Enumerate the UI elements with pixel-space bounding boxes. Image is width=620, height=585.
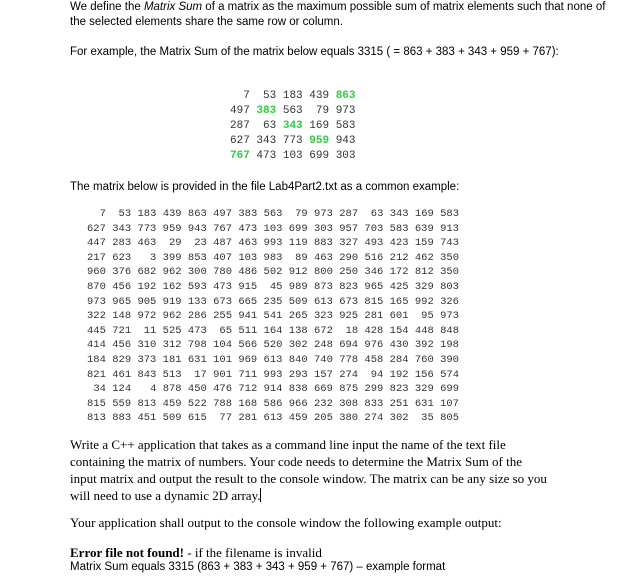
big-matrix-cell: 447 xyxy=(87,237,106,250)
big-matrix-cell: 265 xyxy=(288,310,308,323)
big-matrix-cell: 788 xyxy=(213,397,232,410)
big-matrix-cell: 34 xyxy=(93,383,106,396)
big-matrix-cell: 329 xyxy=(414,280,434,293)
big-matrix-row xyxy=(87,265,459,280)
big-matrix-cell: 694 xyxy=(339,339,359,352)
small-matrix xyxy=(230,89,356,164)
small-matrix-row xyxy=(230,89,356,104)
big-matrix-cell: 559 xyxy=(112,397,132,410)
big-matrix-cell: 423 xyxy=(389,237,409,250)
big-matrix-cell: 183 xyxy=(137,208,157,220)
big-matrix-cell: 883 xyxy=(314,237,333,250)
big-matrix-cell: 138 xyxy=(288,324,308,337)
big-matrix-cell: 905 xyxy=(137,295,157,308)
big-matrix-cell: 613 xyxy=(263,412,283,425)
big-matrix-cell: 343 xyxy=(112,222,132,235)
big-matrix-cell: 79 xyxy=(295,208,308,220)
big-matrix-cell: 957 xyxy=(339,222,359,235)
big-matrix-cell: 156 xyxy=(414,368,434,381)
big-matrix-cell: 623 xyxy=(112,251,132,264)
big-matrix-cell: 181 xyxy=(162,353,182,366)
big-matrix-cell: 631 xyxy=(414,397,434,410)
big-matrix-cell: 870 xyxy=(87,280,106,293)
big-matrix-cell: 511 xyxy=(238,324,258,337)
big-matrix-cell: 962 xyxy=(162,266,182,279)
big-matrix-cell: 53 xyxy=(118,208,132,220)
big-matrix-cell: 281 xyxy=(364,310,384,323)
big-matrix-cell: 300 xyxy=(187,266,207,279)
big-matrix-cell: 322 xyxy=(87,310,106,323)
big-matrix-cell: 35 xyxy=(421,412,434,425)
big-matrix-cell: 217 xyxy=(87,251,106,264)
big-matrix-cell: 380 xyxy=(339,412,359,425)
big-matrix-cell: 172 xyxy=(389,266,409,279)
big-matrix-cell: 299 xyxy=(364,383,384,396)
big-matrix-cell: 919 xyxy=(162,295,182,308)
big-matrix-row xyxy=(87,382,459,397)
big-matrix-cell: 615 xyxy=(187,412,207,425)
big-matrix-cell: 778 xyxy=(339,353,359,366)
big-matrix-cell: 873 xyxy=(313,280,333,293)
big-matrix-cell: 101 xyxy=(213,353,232,366)
big-matrix-cell: 390 xyxy=(440,353,459,366)
big-matrix-cell: 541 xyxy=(263,310,283,323)
big-matrix-cell: 392 xyxy=(414,339,434,352)
big-matrix-cell: 878 xyxy=(162,383,182,396)
big-matrix-cell: 287 xyxy=(339,208,359,220)
big-matrix-cell: 767 xyxy=(213,222,232,235)
intro-paragraph xyxy=(70,0,610,30)
big-matrix-cell: 459 xyxy=(162,397,182,410)
big-matrix-cell: 463 xyxy=(137,237,157,250)
big-matrix-cell: 350 xyxy=(440,266,459,279)
big-matrix-cell: 407 xyxy=(213,251,233,264)
big-matrix-cell: 346 xyxy=(364,266,384,279)
big-matrix-cell: 840 xyxy=(288,353,308,366)
big-matrix-cell: 914 xyxy=(263,383,283,396)
small-matrix-cell: 303 xyxy=(335,150,356,162)
big-matrix-cell: 184 xyxy=(87,353,106,366)
big-matrix-cell: 303 xyxy=(313,222,333,235)
big-matrix-cell: 232 xyxy=(313,397,333,410)
big-matrix-cell: 250 xyxy=(339,266,359,279)
big-matrix-row xyxy=(87,411,459,426)
big-matrix-cell: 943 xyxy=(187,222,207,235)
result-line: Matrix Sum equals 3315 (863 + 383 + 343 + 959 + 767) – example format xyxy=(70,561,446,573)
big-matrix-cell: 329 xyxy=(414,383,434,396)
big-matrix-cell: 993 xyxy=(263,368,283,381)
big-matrix-cell: 803 xyxy=(440,280,459,293)
big-matrix-row xyxy=(87,338,459,353)
big-matrix-cell: 290 xyxy=(339,251,359,264)
big-matrix-cell: 989 xyxy=(288,280,308,293)
big-matrix-cell: 162 xyxy=(162,280,182,293)
big-matrix-cell: 448 xyxy=(414,324,434,337)
output-paragraph: Your application shall output to the console window the following example output: xyxy=(70,515,502,530)
big-matrix-cell: 302 xyxy=(389,412,409,425)
big-matrix-cell: 327 xyxy=(339,237,359,250)
small-matrix-cell: 563 xyxy=(282,105,303,117)
small-matrix-cell: 103 xyxy=(282,150,303,162)
big-matrix-cell: 711 xyxy=(238,368,258,381)
big-matrix-cell: 815 xyxy=(364,295,384,308)
big-matrix-cell: 326 xyxy=(440,295,459,308)
small-matrix-cell: 63 xyxy=(263,120,277,132)
big-matrix-cell: 669 xyxy=(314,383,333,396)
big-matrix-cell: 476 xyxy=(213,383,233,396)
big-matrix-cell: 168 xyxy=(238,397,258,410)
big-matrix-cell: 29 xyxy=(168,237,182,250)
small-matrix-cell: 943 xyxy=(335,135,356,147)
big-matrix-cell: 95 xyxy=(421,310,434,323)
big-matrix-cell: 192 xyxy=(389,368,409,381)
provided-paragraph: The matrix below is provided in the file Lab4Part2.txt as a common example: xyxy=(70,181,460,193)
big-matrix-cell: 593 xyxy=(187,280,207,293)
big-matrix-cell: 11 xyxy=(143,324,157,337)
big-matrix-cell: 823 xyxy=(389,383,409,396)
big-matrix-cell: 780 xyxy=(213,266,232,279)
big-matrix-cell: 509 xyxy=(288,295,308,308)
text-cursor xyxy=(260,488,261,502)
big-matrix-cell: 941 xyxy=(238,310,258,323)
big-matrix-cell: 823 xyxy=(339,280,359,293)
big-matrix-cell: 613 xyxy=(313,295,333,308)
big-matrix-cell: 274 xyxy=(339,368,359,381)
big-matrix-cell: 350 xyxy=(440,251,459,264)
big-matrix-cell: 451 xyxy=(137,412,157,425)
big-matrix-cell: 425 xyxy=(389,280,409,293)
big-matrix-cell: 848 xyxy=(440,324,460,337)
big-matrix-cell: 740 xyxy=(313,353,333,366)
intro-term: Matrix Sum xyxy=(143,1,203,13)
big-matrix-row xyxy=(87,236,459,251)
big-matrix-row xyxy=(87,368,459,383)
big-matrix-cell: 901 xyxy=(213,368,233,381)
big-matrix-cell: 915 xyxy=(238,280,258,293)
big-matrix xyxy=(87,207,459,426)
big-matrix-cell: 89 xyxy=(295,251,308,264)
big-matrix-cell: 45 xyxy=(269,280,283,293)
big-matrix-cell: 461 xyxy=(112,368,132,381)
big-matrix-cell: 798 xyxy=(187,339,207,352)
big-matrix-cell: 522 xyxy=(187,397,207,410)
small-matrix-cell: 169 xyxy=(309,120,330,132)
big-matrix-cell: 912 xyxy=(288,266,308,279)
small-matrix-cell: 959 xyxy=(309,135,330,147)
big-matrix-cell: 721 xyxy=(112,324,132,337)
big-matrix-cell: 966 xyxy=(288,397,308,410)
big-matrix-cell: 863 xyxy=(187,208,207,220)
error-message: Error file not found! xyxy=(70,545,184,560)
big-matrix-cell: 323 xyxy=(313,310,333,323)
big-matrix-cell: 815 xyxy=(87,397,106,410)
big-matrix-cell: 373 xyxy=(137,353,157,366)
big-matrix-cell: 103 xyxy=(263,222,283,235)
big-matrix-cell: 7 xyxy=(99,208,106,220)
big-matrix-cell: 682 xyxy=(137,266,157,279)
small-matrix-cell: 53 xyxy=(263,90,277,102)
big-matrix-cell: 23 xyxy=(194,237,207,250)
big-matrix-cell: 302 xyxy=(288,339,308,352)
big-matrix-cell: 164 xyxy=(263,324,283,337)
big-matrix-cell: 583 xyxy=(389,222,409,235)
small-matrix-cell: 973 xyxy=(335,105,356,117)
big-matrix-cell: 813 xyxy=(87,412,106,425)
big-matrix-cell: 712 xyxy=(238,383,258,396)
big-matrix-cell: 743 xyxy=(440,237,459,250)
big-matrix-cell: 639 xyxy=(414,222,434,235)
big-matrix-cell: 94 xyxy=(370,368,384,381)
big-matrix-row xyxy=(87,222,459,237)
big-matrix-cell: 509 xyxy=(162,412,182,425)
big-matrix-cell: 4 xyxy=(150,383,157,396)
big-matrix-cell: 699 xyxy=(440,383,459,396)
big-matrix-row xyxy=(87,309,459,324)
big-matrix-cell: 812 xyxy=(414,266,434,279)
big-matrix-cell: 165 xyxy=(389,295,409,308)
big-matrix-cell: 458 xyxy=(364,353,384,366)
big-matrix-cell: 853 xyxy=(187,251,207,264)
big-matrix-cell: 627 xyxy=(87,222,106,235)
big-matrix-cell: 343 xyxy=(389,208,409,220)
big-matrix-cell: 983 xyxy=(263,251,283,264)
big-matrix-cell: 107 xyxy=(440,397,459,410)
big-matrix-cell: 487 xyxy=(213,237,233,250)
big-matrix-row xyxy=(87,295,459,310)
big-matrix-cell: 154 xyxy=(389,324,409,337)
big-matrix-cell: 976 xyxy=(364,339,384,352)
big-matrix-cell: 104 xyxy=(213,339,232,352)
small-matrix-cell: 343 xyxy=(256,135,277,147)
big-matrix-cell: 497 xyxy=(213,208,233,220)
big-matrix-row xyxy=(87,280,459,295)
big-matrix-cell: 463 xyxy=(238,237,258,250)
big-matrix-cell: 284 xyxy=(389,353,409,366)
small-matrix-cell: 699 xyxy=(309,150,330,162)
big-matrix-row xyxy=(87,207,459,222)
big-matrix-cell: 77 xyxy=(219,412,233,425)
small-matrix-cell: 383 xyxy=(256,105,277,117)
big-matrix-cell: 613 xyxy=(263,353,283,366)
big-matrix-cell: 520 xyxy=(263,339,283,352)
big-matrix-cell: 17 xyxy=(194,368,207,381)
big-matrix-cell: 973 xyxy=(314,208,333,220)
big-matrix-cell: 965 xyxy=(112,295,132,308)
error-line xyxy=(70,544,322,561)
big-matrix-cell: 439 xyxy=(162,208,182,220)
small-matrix-cell: 7 xyxy=(243,90,250,102)
big-matrix-cell: 414 xyxy=(87,339,106,352)
big-matrix-cell: 969 xyxy=(238,353,258,366)
big-matrix-cell: 376 xyxy=(112,266,132,279)
big-matrix-cell: 310 xyxy=(137,339,157,352)
big-matrix-cell: 973 xyxy=(87,295,106,308)
big-matrix-cell: 502 xyxy=(263,266,283,279)
big-matrix-cell: 3 xyxy=(150,251,157,264)
big-matrix-cell: 251 xyxy=(389,397,409,410)
small-matrix-row xyxy=(230,149,356,164)
big-matrix-cell: 586 xyxy=(263,397,283,410)
big-matrix-row xyxy=(87,397,459,412)
big-matrix-cell: 255 xyxy=(213,310,232,323)
big-matrix-cell: 383 xyxy=(238,208,258,220)
big-matrix-cell: 805 xyxy=(440,412,459,425)
big-matrix-cell: 566 xyxy=(238,339,258,352)
big-matrix-cell: 119 xyxy=(288,237,308,250)
big-matrix-cell: 399 xyxy=(162,251,182,264)
intro-prefix: We define the xyxy=(70,1,144,13)
big-matrix-cell: 838 xyxy=(288,383,308,396)
big-matrix-row xyxy=(87,251,459,266)
big-matrix-cell: 459 xyxy=(288,412,308,425)
big-matrix-cell: 972 xyxy=(137,310,157,323)
big-matrix-cell: 283 xyxy=(112,237,132,250)
big-matrix-cell: 235 xyxy=(263,295,283,308)
big-matrix-cell: 960 xyxy=(87,266,106,279)
small-matrix-row xyxy=(230,134,356,149)
small-matrix-cell: 583 xyxy=(335,120,356,132)
big-matrix-cell: 525 xyxy=(162,324,182,337)
small-matrix-cell: 183 xyxy=(282,90,303,102)
big-matrix-cell: 993 xyxy=(263,237,283,250)
small-matrix-cell: 439 xyxy=(309,90,330,102)
big-matrix-cell: 760 xyxy=(414,353,434,366)
big-matrix-cell: 169 xyxy=(414,208,434,220)
big-matrix-cell: 601 xyxy=(389,310,409,323)
big-matrix-cell: 833 xyxy=(364,397,384,410)
big-matrix-cell: 463 xyxy=(314,251,333,264)
small-matrix-cell: 773 xyxy=(282,135,303,147)
big-matrix-cell: 883 xyxy=(112,412,132,425)
small-matrix-row xyxy=(230,104,356,119)
big-matrix-cell: 875 xyxy=(339,383,359,396)
big-matrix-cell: 925 xyxy=(339,310,359,323)
big-matrix-cell: 462 xyxy=(414,251,434,264)
big-matrix-cell: 473 xyxy=(238,222,258,235)
big-matrix-cell: 773 xyxy=(137,222,157,235)
example-paragraph: For example, the Matrix Sum of the matrix below equals 3315 ( = 863 + 383 + 343 + 959 + 767): xyxy=(70,46,559,58)
big-matrix-cell: 205 xyxy=(313,412,333,425)
big-matrix-cell: 248 xyxy=(313,339,333,352)
big-matrix-cell: 157 xyxy=(313,368,333,381)
big-matrix-cell: 574 xyxy=(440,368,459,381)
big-matrix-cell: 430 xyxy=(389,339,409,352)
big-matrix-cell: 516 xyxy=(364,251,384,264)
big-matrix-cell: 445 xyxy=(87,324,106,337)
big-matrix-cell: 274 xyxy=(364,412,384,425)
big-matrix-cell: 133 xyxy=(187,295,207,308)
big-matrix-cell: 192 xyxy=(137,280,157,293)
write-paragraph xyxy=(70,436,550,504)
big-matrix-cell: 450 xyxy=(187,383,207,396)
big-matrix-cell: 486 xyxy=(238,266,258,279)
big-matrix-cell: 65 xyxy=(219,324,233,337)
big-matrix-cell: 293 xyxy=(288,368,308,381)
write-text: Write a C++ application that takes as a command line input the name of the text file containing the matrix of numbers. Your code needs to determine the Matrix Sum of the input matrix and output the result to the console window. The matrix can be any size so you will need to use a dynamic 2D array. xyxy=(70,437,547,503)
big-matrix-cell: 813 xyxy=(137,397,157,410)
big-matrix-row xyxy=(87,353,459,368)
big-matrix-cell: 281 xyxy=(238,412,258,425)
big-matrix-cell: 992 xyxy=(414,295,434,308)
big-matrix-cell: 703 xyxy=(364,222,384,235)
big-matrix-cell: 962 xyxy=(162,310,182,323)
big-matrix-cell: 124 xyxy=(112,383,132,396)
big-matrix-cell: 965 xyxy=(364,280,384,293)
big-matrix-cell: 493 xyxy=(364,237,384,250)
big-matrix-cell: 563 xyxy=(263,208,283,220)
small-matrix-cell: 767 xyxy=(230,150,250,162)
big-matrix-cell: 456 xyxy=(112,280,132,293)
big-matrix-cell: 672 xyxy=(314,324,333,337)
error-note: - if the filename is invalid xyxy=(184,545,322,560)
big-matrix-row xyxy=(87,324,459,339)
big-matrix-cell: 959 xyxy=(162,222,182,235)
big-matrix-cell: 312 xyxy=(162,339,182,352)
big-matrix-cell: 913 xyxy=(440,222,459,235)
big-matrix-cell: 513 xyxy=(162,368,182,381)
big-matrix-cell: 456 xyxy=(112,339,132,352)
small-matrix-cell: 473 xyxy=(256,150,277,162)
small-matrix-cell: 497 xyxy=(230,105,250,117)
big-matrix-cell: 583 xyxy=(440,208,460,220)
big-matrix-cell: 473 xyxy=(213,280,232,293)
big-matrix-cell: 473 xyxy=(187,324,207,337)
big-matrix-cell: 673 xyxy=(213,295,232,308)
big-matrix-cell: 18 xyxy=(345,324,359,337)
big-matrix-cell: 699 xyxy=(288,222,308,235)
small-matrix-row xyxy=(230,119,356,134)
big-matrix-cell: 800 xyxy=(313,266,333,279)
big-matrix-cell: 821 xyxy=(87,368,106,381)
big-matrix-cell: 631 xyxy=(187,353,207,366)
big-matrix-cell: 286 xyxy=(187,310,207,323)
big-matrix-cell: 829 xyxy=(112,353,132,366)
big-matrix-cell: 673 xyxy=(339,295,359,308)
big-matrix-cell: 973 xyxy=(440,310,459,323)
small-matrix-cell: 287 xyxy=(230,120,250,132)
big-matrix-cell: 198 xyxy=(440,339,459,352)
small-matrix-cell: 627 xyxy=(230,135,250,147)
big-matrix-cell: 159 xyxy=(414,237,434,250)
big-matrix-cell: 308 xyxy=(339,397,359,410)
small-matrix-cell: 79 xyxy=(315,105,330,117)
small-matrix-cell: 343 xyxy=(282,120,303,132)
big-matrix-cell: 103 xyxy=(238,251,258,264)
small-matrix-cell: 863 xyxy=(335,90,356,102)
big-matrix-cell: 428 xyxy=(364,324,384,337)
big-matrix-cell: 148 xyxy=(112,310,132,323)
big-matrix-cell: 665 xyxy=(238,295,258,308)
intro-rest: of a matrix as the maximum possible sum of matrix elements such that none of the selected elements share the same row or column. xyxy=(70,1,606,28)
big-matrix-cell: 212 xyxy=(389,251,409,264)
big-matrix-cell: 63 xyxy=(370,208,384,220)
big-matrix-cell: 843 xyxy=(137,368,157,381)
